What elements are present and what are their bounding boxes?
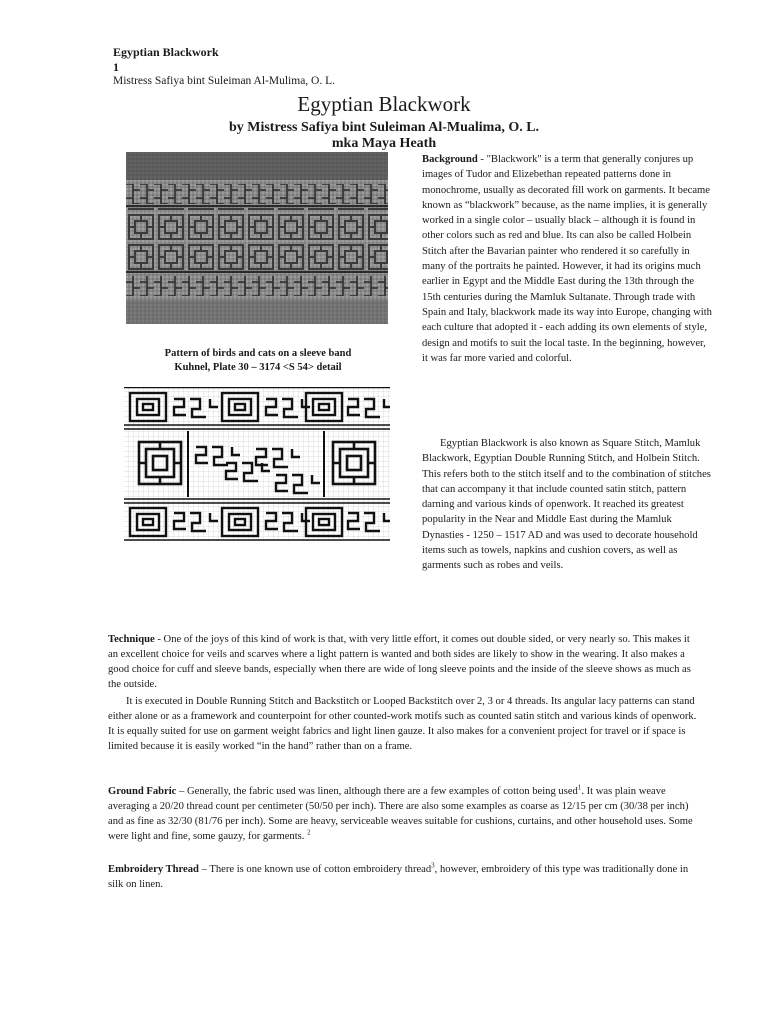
technique-paragraph — [108, 632, 700, 692]
embroidery-thread-paragraph — [108, 862, 700, 892]
caption-line-2: Kuhnel, Plate 30 – 3174 <S 54> detail — [174, 362, 342, 373]
caption-line-1: Pattern of birds and cats on a sleeve band — [164, 348, 352, 359]
page-number: 1 — [113, 60, 119, 74]
embroidery-thread-text-a: – There is one known use of cotton embroidery thread — [198, 864, 432, 875]
footnote-ref-1[interactable]: 1 — [577, 783, 582, 792]
running-header-author: Mistress Safiya bint Suleiman Al-Mulima, O. L. — [113, 75, 335, 87]
ground-fabric-text-a: – Generally, the fabric used was linen, although there are a few examples of cotton being used — [176, 786, 578, 797]
technique-text: - One of the joys of this kind of work is that, with very little effort, it comes out double sided, or very nearly so. This makes it an excellent choice for veils and scarves where a light pattern is wanted and both sides are likely to show in the wearing. It also makes a good choice for cuff and sleeve bands, especially when there are wide of long sleeve points and the inside of the sleeve shows as much as the outside. — [108, 634, 691, 691]
pattern-chart — [124, 387, 390, 541]
article-byline: by Mistress Safiya bint Suleiman Al-Mualima, O. L. — [228, 120, 540, 135]
running-header-title: Egyptian Blackwork — [113, 45, 219, 59]
embroidery-thread-text-b: , however, embroidery of this type was traditionally done in silk on linen. — [108, 864, 689, 891]
background-text: - "Blackwork" is a term that generally conjures up images of Tudor and Elizebethan repeated patterns done in monochrome, usually as decorated fill work on garments. It became known as “blackwork” because, as the name implies, it is generally worked in a single color – usually black – although it is found in other colors such as red and blue. Its can also be called Holbein Stitch after the Bavarian painter who rendered it so carefully in many of the portraits he painted. However, it had its origins much earlier in Egypt and the Middle East during the 13th through the 15th centuries during the Mamluk Sultanate. Through trade with Spain and Italy, blackwork made its way into Europe, changing with each culture that adopted it - each adding its own elements of style, design and motifs to suit the local taste. In the beginning, however, it was far more varied and colorful. — [422, 154, 712, 364]
ground-fabric-text-b: . It was plain weave averaging a 20/20 thread count per centimeter (50/50 per inch). There are also some examples as coarse as 12/15 per cm (30/38 per inch) and as fine as 32/30 (81/76 per inch). Some are heavy, serviceable weaves suitable for cushions, curtains, and other household uses. Some were light and fine, some gauzy, for garments. — [108, 786, 693, 843]
technique-heading: Technique — [108, 634, 155, 645]
egyptian-blackwork-paragraph: Egyptian Blackwork is also known as Square Stitch, Mamluk Blackwork, Egyptian Double Running Stitch, and Holbein Stitch. This refers both to the stitch itself and to the combination of stitches that can accompany it that include counted satin stitch, pattern darning and various kinds of openwork. It reached its greatest popularity in the Near and Middle East during the Mamluk Dynasties - 1250 – 1517 AD and was used to decorate household items such as towels, napkins and cushion covers, as well as garments such as robes and veils. — [422, 438, 711, 572]
ground-fabric-heading: Ground Fabric — [108, 786, 177, 797]
ground-fabric-paragraph — [108, 784, 700, 844]
technique-paragraph-2: It is executed in Double Running Stitch and Backstitch or Looped Backstitch over 2, 3 or 4 threads. Its angular lacy patterns can stand either alone or as a framework and counterpoint for other counted-work motifs such as counted satin stitch and various kinds of openwork. It is equally suited for use on garment weight fabrics and light linen gauze. It also makes for a convenient project for travel or if space is limited because it is easily worked “in the hand” rather than on a frame. — [108, 696, 697, 753]
embroidery-photo — [126, 152, 388, 324]
background-paragraph — [422, 152, 712, 366]
embroidery-thread-heading: Embroidery Thread — [108, 864, 199, 875]
footnote-ref-2[interactable]: 2 — [307, 828, 311, 837]
article-title: Egyptian Blackwork — [297, 92, 471, 116]
figure-caption — [113, 347, 403, 375]
background-heading: Background — [422, 154, 478, 165]
article-mka: mka Maya Heath — [331, 136, 437, 151]
footnote-ref-3[interactable]: 3 — [431, 861, 435, 870]
